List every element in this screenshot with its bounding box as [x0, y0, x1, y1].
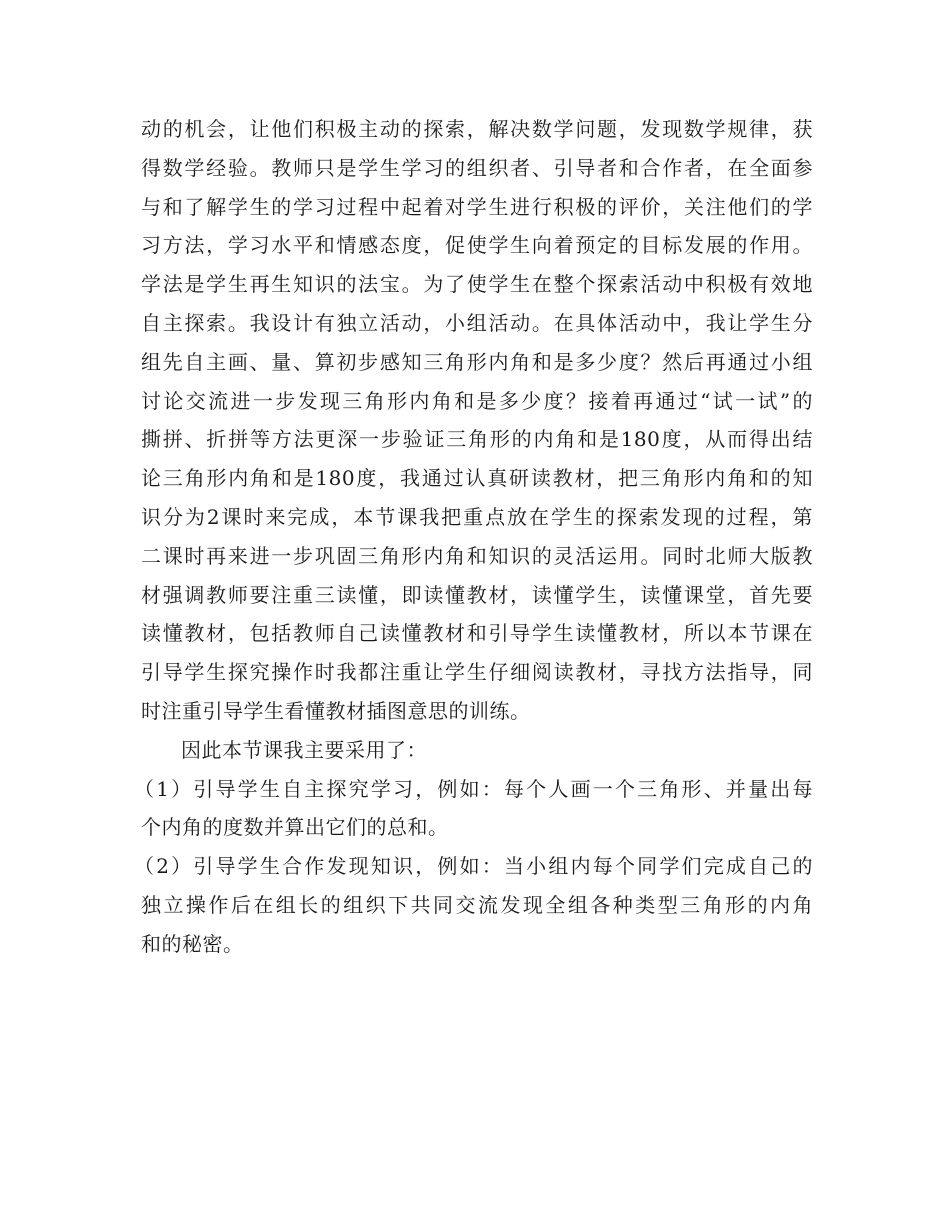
- text-line: （2）引导学生合作发现知识，例如：当小组内每个同学们完成自己的: [134, 854, 813, 879]
- list-item-1: [134, 770, 813, 848]
- text-line: 读懂教材，包括教师自己读懂教材和引导学生读懂教材，所以本节课在: [141, 621, 813, 646]
- text-line: 和的秘密。: [141, 931, 244, 956]
- paragraph-intro-methods: [141, 731, 813, 770]
- text-line: 自主探索。我设计有独立活动，小组活动。在具体活动中，我让学生分: [141, 310, 813, 335]
- text-line: 独立操作后在组长的组织下共同交流发现全组各种类型三角形的内角: [141, 892, 813, 917]
- text-line: 与和了解学生的学习过程中起着对学生进行积极的评价，关注他们的学: [141, 194, 813, 219]
- list-item-2: [134, 847, 813, 963]
- text-line: 学法是学生再生知识的法宝。为了使学生在整个探索活动中积极有效地: [141, 272, 813, 297]
- paragraph-method-description: [141, 110, 813, 731]
- text-line: （1）引导学生自主探究学习，例如：每个人画一个三角形、并量出每: [134, 776, 813, 801]
- text-line: 习方法，学习水平和情感态度，促使学生向着预定的目标发展的作用。: [141, 233, 813, 258]
- text-line: 时注重引导学生看懂教材插图意思的训练。: [141, 698, 531, 723]
- text-line: 识分为2课时来完成，本节课我把重点放在学生的探索发现的过程，第: [141, 504, 813, 529]
- body-text: [134, 110, 813, 964]
- text-line: 个内角的度数并算出它们的总和。: [141, 815, 449, 840]
- text-line: 动的机会，让他们积极主动的探索，解决数学问题，发现数学规律，获: [141, 117, 813, 141]
- text-line: 得数学经验。教师只是学生学习的组织者、引导者和合作者，在全面参: [141, 155, 813, 180]
- text-line: 引导学生探究操作时我都注重让学生仔细阅读教材，寻找方法指导，同: [141, 660, 813, 685]
- text-line: 论三角形内角和是180度，我通过认真研读教材，把三角形内角和的知: [141, 466, 813, 491]
- text-line: 讨论交流进一步发现三角形内角和是多少度？接着再通过“试一试”的: [141, 388, 813, 413]
- text-line: 因此本节课我主要采用了：: [181, 737, 427, 762]
- text-line: 二课时再来进一步巩固三角形内角和知识的灵活运用。同时北师大版教: [141, 543, 813, 568]
- text-line: 材强调教师要注重三读懂，即读懂教材，读懂学生，读懂课堂，首先要: [141, 582, 813, 607]
- text-line: 撕拼、折拼等方法更深一步验证三角形的内角和是180度，从而得出结: [141, 427, 813, 452]
- text-line: 组先自主画、量、算初步感知三角形内角和是多少度？然后再通过小组: [141, 349, 813, 374]
